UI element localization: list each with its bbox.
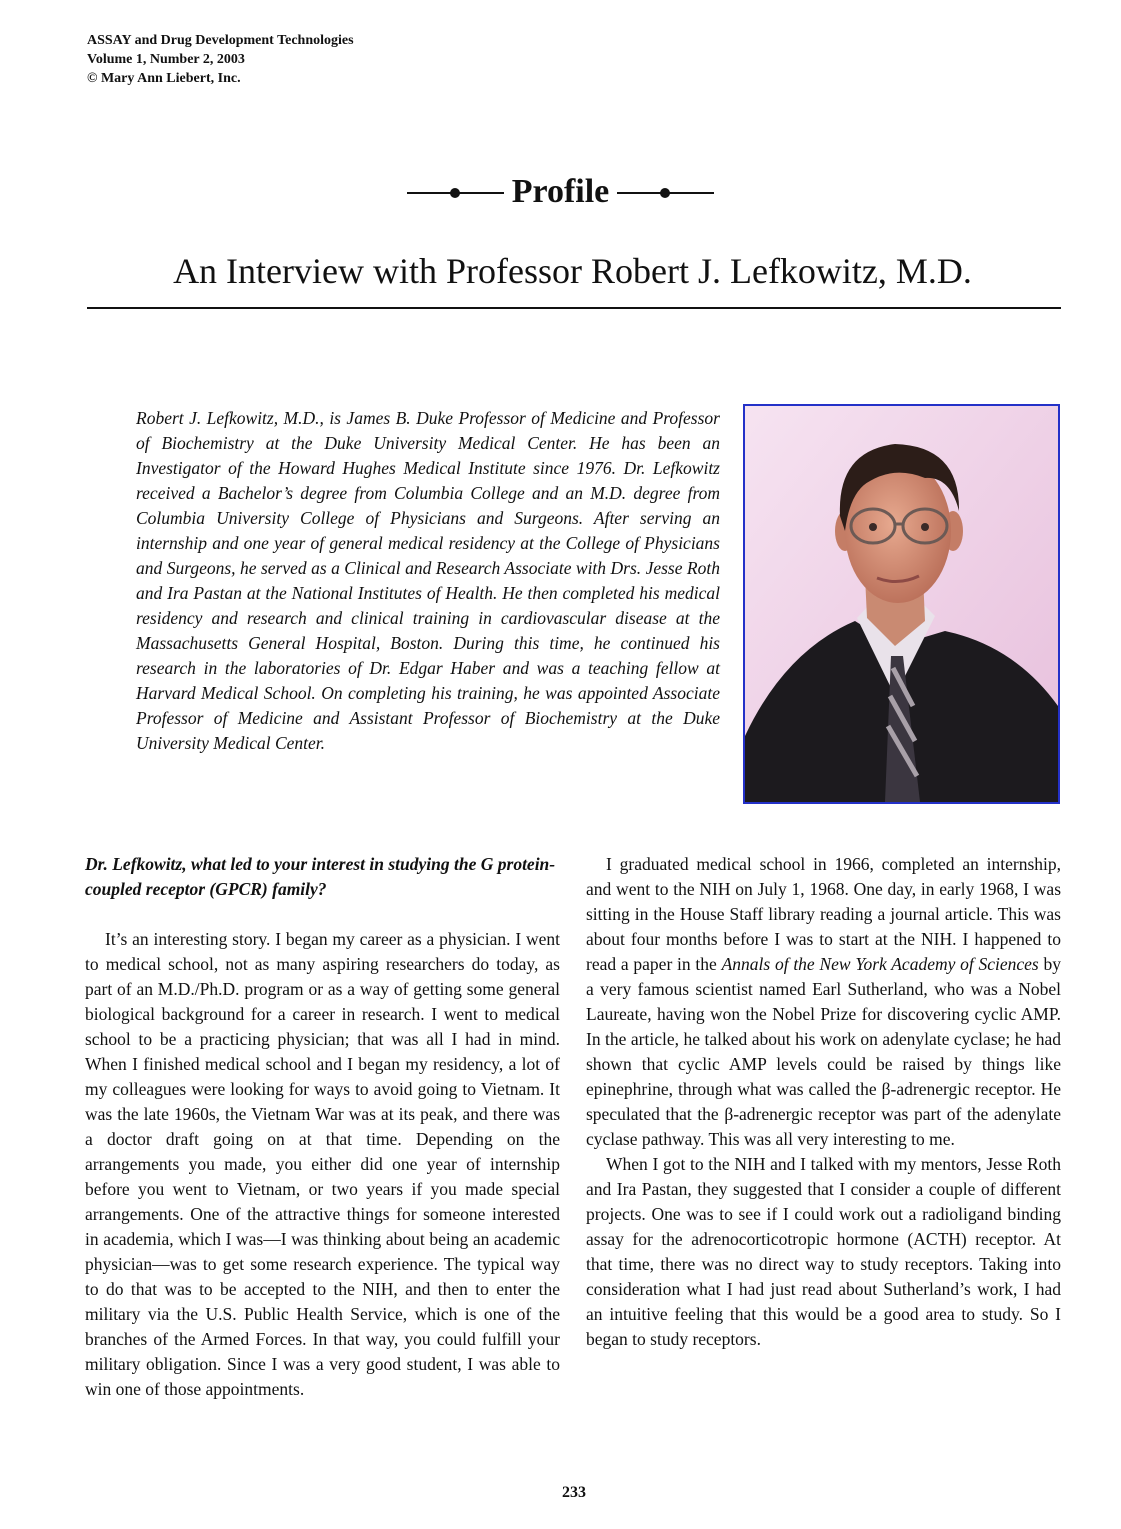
right-column (586, 852, 1061, 1352)
section-label: Profile (511, 173, 610, 210)
answer-paragraph: It’s an interesting story. I began my career as a physician. I went to medical school, not as many aspiring researchers do today, as part of an M.D./Ph.D. program or as a way of getting some general biological background for a career in research. I went to medical school to be a practicing physician; that was all I had in mind. When I finished medical school and I began my residency, a lot of my colleagues were looking for ways to avoid going to Vietnam. It was the late 1960s, the Vietnam War was at its peak, and there was a doctor draft going on at that time. Depending on the arrangements you made, you either did one year of internship before you went to Vietnam, or two years if you made special arrangements. One of the attractive things for someone interested in academia, which I was—I was thinking about being an academic physician—was to get some research experience. The typical way to do that was to be accepted to the NIH, and then to enter the military via the U.S. Public Health Service, which is one of the branches of the Armed Forces. In that way, you could fulfill your military obligation. Since I was a very good student, I was able to win one of those appointments. (85, 929, 560, 1399)
interview-question: Dr. Lefkowitz, what led to your interest in studying the G protein-coupled receptor (GPCR) family? (85, 854, 556, 899)
author-bio: Robert J. Lefkowitz, M.D., is James B. Duke Professor of Medicine and Professor of Biochemistry at the Duke University Medical Center. He has been an Investigator of the Howard Hughes Medical Institute since 1976. Dr. Lefkowitz received a Bachelor’s degree from Columbia College and an M.D. degree from Columbia University College of Physicians and Surgeons. After serving an internship and one year of general medical residency at the College of Physicians and Surgeons, he served as a Clinical and Research Associate with Drs. Jesse Roth and Ira Pastan at the National Institutes of Health. He then completed his medical residency and research and clinical training in cardiovascular disease at the Massachusetts General Hospital, Boston. During this time, he continued his research in the laboratories of Dr. Edgar Haber and was a teaching fellow at Harvard Medical School. On completing his training, he was appointed Associate Professor of Medicine and Assistant Professor of Biochemistry at the Duke University Medical Center. (136, 408, 720, 753)
title-divider (87, 307, 1061, 309)
journal-name: ASSAY and Drug Development Technologies (87, 33, 354, 48)
portrait-photo (743, 404, 1060, 804)
journal-copyright: © Mary Ann Liebert, Inc. (87, 71, 241, 86)
journal-header (87, 31, 354, 88)
answer-text: I graduated medical school in 1966, completed an internship, and went to the NIH on July 1, 1968. One day, in early 1968, I was sitting in the House Staff library reading a journal article. This was about four months before I was to start at the NIH. I happened to read a paper in the (586, 854, 1061, 974)
ornament-left (407, 172, 504, 212)
answer-text: by a very famous scientist named Earl Sutherland, who was a Nobel Laureate, having won the Nobel Prize for discovering cyclic AMP. In the article, he talked about his work on adenylate cyclase; he had shown that cyclic AMP levels could be raised by things like epinephrine, through what was called the β-adrenergic receptor. He speculated that the β-adrenergic receptor was part of the adenylate cyclase pathway. This was all very interesting to me. (586, 954, 1062, 1149)
answer-paragraph: When I got to the NIH and I talked with my mentors, Jesse Roth and Ira Pastan, they suggested that I consider a couple of different projects. One was to see if I could work out a radioligand binding assay for the adrenocorticotropic hormone (ACTH) receptor. At that time, there was no direct way to study receptors. Taking into consideration what I had just read about Sutherland’s work, I had an intuitive feeling that this would be a good area to study. So I began to study receptors. (586, 1154, 1061, 1349)
section-heading (0, 172, 1121, 212)
answer-paragraph (586, 852, 1061, 1152)
left-column (85, 852, 560, 1402)
article-title: An Interview with Professor Robert J. Lefkowitz, M.D. (173, 251, 972, 291)
journal-volume: Volume 1, Number 2, 2003 (87, 52, 245, 67)
ornament-right (617, 172, 714, 212)
journal-citation: Annals of the New York Academy of Sciences (721, 954, 1039, 974)
page-number: 233 (562, 1484, 586, 1501)
